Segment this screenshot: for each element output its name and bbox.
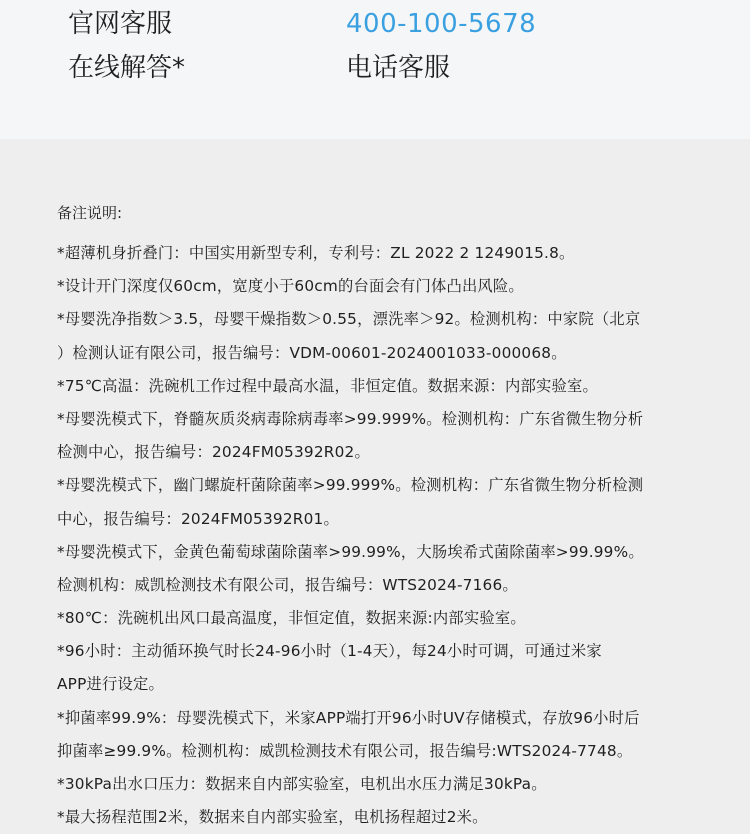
- note-line: *设计开门深度仅60cm，宽度小于60cm的台面会有门体凸出风险。: [57, 277, 524, 296]
- note-line: APP进行设定。: [57, 675, 164, 694]
- notes-list: [57, 237, 707, 834]
- note-line: 抑菌率≥99.9%。检测机构：威凯检测技术有限公司，报告编号:WTS2024-7748。: [57, 741, 633, 760]
- note-line: 检测机构：威凯检测技术有限公司，报告编号：WTS2024-7166。: [57, 575, 518, 594]
- note-line: *30kPa出水口压力：数据来自内部实验室，电机出水压力满足30kPa。: [57, 775, 547, 793]
- note-line: *抑菌率99.9%：母婴洗模式下，米家APP端打开96小时UV存储模式，存放96小时后: [57, 708, 640, 727]
- note-line: *母婴洗模式下，幽门螺旋杆菌除菌率>99.999%。检测机构：广东省微生物分析检测: [57, 476, 644, 495]
- phone-number-link[interactable]: 400-100-5678: [346, 9, 537, 39]
- note-line: 中心，报告编号：2024FM05392R01。: [57, 509, 339, 528]
- note-line: *75℃高温：洗碗机工作过程中最高水温，非恒定值。数据来源：内部实验室。: [57, 376, 598, 395]
- note-line: *96小时：主动循环换气时长24-96小时（1-4天），每24小时可调，可通过米家: [57, 642, 602, 661]
- official-service-label[interactable]: 官网客服: [68, 9, 173, 39]
- online-answer-label: 在线解答*: [68, 53, 186, 83]
- notes-section: [57, 198, 707, 834]
- note-line: *母婴洗模式下，脊髓灰质炎病毒除病毒率>99.999%。检测机构：广东省微生物分析: [57, 409, 644, 428]
- note-line: *最大扬程范围2米，数据来自内部实验室，电机扬程超过2米。: [57, 808, 488, 827]
- phone-service-label: 电话客服: [346, 53, 451, 83]
- note-line: *母婴洗净指数＞3.5，母婴干燥指数＞0.55，漂洗率＞92。检测机构：中家院（北京: [57, 310, 641, 329]
- customer-service-section: [0, 0, 750, 139]
- note-line: 检测中心，报告编号：2024FM05392R02。: [57, 443, 370, 462]
- note-line: *超薄机身折叠门：中国实用新型专利，专利号：ZL 2022 2 1249015.8。: [57, 244, 575, 262]
- note-line: ）检测认证有限公司，报告编号：VDM-00601-2024001033-000068。: [57, 343, 567, 362]
- notes-title: 备注说明:: [57, 204, 123, 222]
- note-line: *80℃：洗碗机出风口最高温度，非恒定值，数据来源:内部实验室。: [57, 609, 526, 628]
- note-line: *母婴洗模式下，金黄色葡萄球菌除菌率>99.99%，大肠埃希式菌除菌率>99.99%。: [57, 542, 644, 561]
